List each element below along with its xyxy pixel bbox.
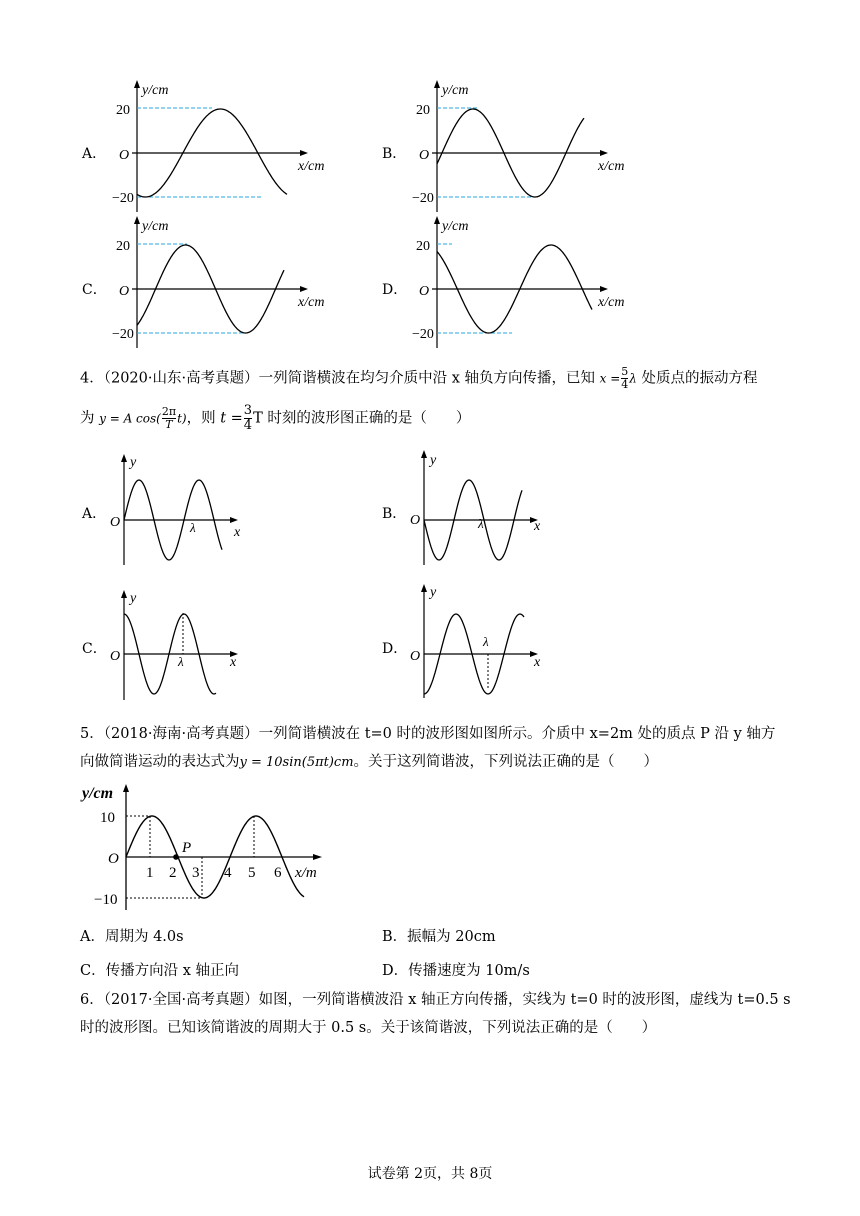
q3-option-d-graph (412, 214, 632, 354)
q3c-ymin: −20 (112, 327, 134, 342)
q5-y-unit: y/cm (82, 785, 114, 802)
q4-option-c-label: C． (82, 641, 107, 657)
q5-question (80, 724, 780, 773)
q4c-origin: O (110, 649, 121, 664)
q4a-lambda: λ (190, 520, 196, 535)
q3c-x-unit: x/cm (298, 295, 325, 310)
q3b-ymin: −20 (412, 191, 434, 206)
q4-frac2-num: 2π (161, 405, 177, 418)
q4-line1-a: 4．（2020·山东·高考真题）一列简谐横波在均匀介质中沿 x 轴负方向传播，已知 (80, 370, 595, 387)
q5-ymin: −10 (94, 892, 118, 908)
q3c-ymax: 20 (116, 239, 130, 254)
q3d-ymin: −20 (412, 327, 434, 342)
q3d-origin: O (419, 284, 430, 299)
q3-option-b-graph (412, 78, 632, 218)
q4-frac1-den: 4 (621, 378, 629, 391)
q5-tick-2: 2 (169, 865, 177, 881)
q5-graph (80, 782, 340, 912)
q4b-origin: O (410, 513, 421, 528)
q5-line2-b: 。关于这列简谐波，下列说法正确的是（ ） (353, 754, 659, 770)
q4d-y: y (430, 585, 437, 600)
q4-option-a-label: A． (82, 506, 107, 522)
q3a-x-unit: x/cm (298, 159, 325, 174)
q4-line2-c: T 时刻的波形图正确的是（ ） (253, 410, 471, 427)
q3b-x-unit: x/cm (598, 159, 625, 174)
q5-tick-5: 5 (248, 865, 256, 881)
q4-option-c-graph (112, 588, 262, 706)
q4d-x: x (534, 655, 541, 670)
q4c-lambda: λ (178, 654, 184, 669)
q3-option-a-label: A． (82, 146, 107, 162)
q3a-ymin: −20 (112, 191, 134, 206)
q5-option-d: D．传播速度为 10m/s (382, 963, 530, 979)
q5-option-b: B．振幅为 20cm (382, 929, 496, 945)
q3b-origin: O (419, 148, 430, 163)
q4-option-d-graph (412, 582, 562, 702)
q4b-y: y (430, 453, 437, 468)
q3-option-d-label: D． (382, 282, 408, 298)
q3d-ymax: 20 (416, 239, 430, 254)
q3b-ymax: 20 (416, 103, 430, 118)
q5-x-unit: x/m (295, 865, 317, 881)
q5-tick-6: 6 (274, 865, 282, 881)
q4-frac3-den: 4 (243, 418, 253, 433)
q6-line2: 时的波形图。已知该简谐波的周期大于 0.5 s。关于该简谐波，下列说法正确的是（ ） (80, 1020, 657, 1036)
q4c-x: x (230, 655, 237, 670)
q4b-x: x (534, 519, 541, 534)
q5-line1: 5．（2018·海南·高考真题）一列简谐横波在 t=0 时的波形图如图所示。介质中 x=2m 处的质点 P 沿 y 轴方 (80, 726, 776, 742)
q4-frac1-num: 5 (621, 365, 629, 378)
q4-option-a-graph (112, 450, 262, 570)
q4-line2-b: ，则 (186, 410, 216, 427)
q4-option-b-label: B． (382, 506, 407, 522)
q4a-origin: O (110, 515, 121, 530)
q5-option-c: C．传播方向沿 x 轴正向 (80, 963, 239, 979)
q4-question (80, 365, 780, 433)
q4-frac3-num: 3 (243, 403, 253, 418)
q5-tick-3: 3 (192, 865, 200, 881)
q5-origin: O (108, 851, 119, 867)
q5-tick-1: 1 (146, 865, 154, 881)
q3-option-c-label: C． (82, 282, 107, 298)
q4-option-d-label: D． (382, 641, 408, 657)
q3-option-c-graph (112, 214, 332, 354)
q3c-y-unit: y/cm (142, 219, 169, 234)
q6-question (80, 990, 791, 1038)
q4-lambda: λ (629, 371, 637, 386)
q3a-ymax: 20 (116, 103, 130, 118)
q4d-origin: O (410, 649, 421, 664)
q5-eq: y = 10sin(5πt)cm (239, 755, 354, 770)
q6-line1: 6．（2017·全国·高考真题）如图，一列简谐横波沿 x 轴正方向传播，实线为 t=0 时的波形图，虚线为 t=0.5 s (80, 992, 791, 1008)
q4-x-eq: x = (599, 371, 621, 386)
q3a-y-unit: y/cm (142, 83, 169, 98)
q5-line2-a: 向做简谐运动的表达式为 (80, 754, 240, 770)
page-footer: 试卷第 2页，共 8页 (367, 1166, 493, 1182)
q3a-origin: O (119, 148, 130, 163)
q4c-y: y (130, 591, 137, 606)
q4a-x: x (234, 525, 241, 540)
q4-line1-b: 处质点的振动方程 (636, 370, 758, 387)
q3d-y-unit: y/cm (442, 219, 469, 234)
q4-eq2-end: t) (177, 411, 187, 426)
q3d-x-unit: x/cm (598, 295, 625, 310)
q4b-lambda: λ (478, 516, 484, 531)
q5-point: P (182, 840, 192, 856)
q3b-y-unit: y/cm (442, 83, 469, 98)
q5-ymax: 10 (100, 810, 115, 826)
q4-t-eq: t = (220, 410, 243, 427)
q4-option-b-graph (412, 450, 562, 570)
q5-tick-4: 4 (224, 865, 232, 881)
q4-line2-a: 为 (80, 410, 95, 427)
q3c-origin: O (119, 284, 130, 299)
q4a-y: y (130, 455, 137, 470)
q4-frac2-den: T (165, 418, 173, 431)
q4-eq2: y = A cos( (99, 411, 161, 426)
q3-option-a-graph (112, 78, 325, 218)
q4d-lambda: λ (483, 634, 489, 649)
q3-option-b-label: B． (382, 146, 407, 162)
q5-option-a: A．周期为 4.0s (80, 929, 184, 945)
